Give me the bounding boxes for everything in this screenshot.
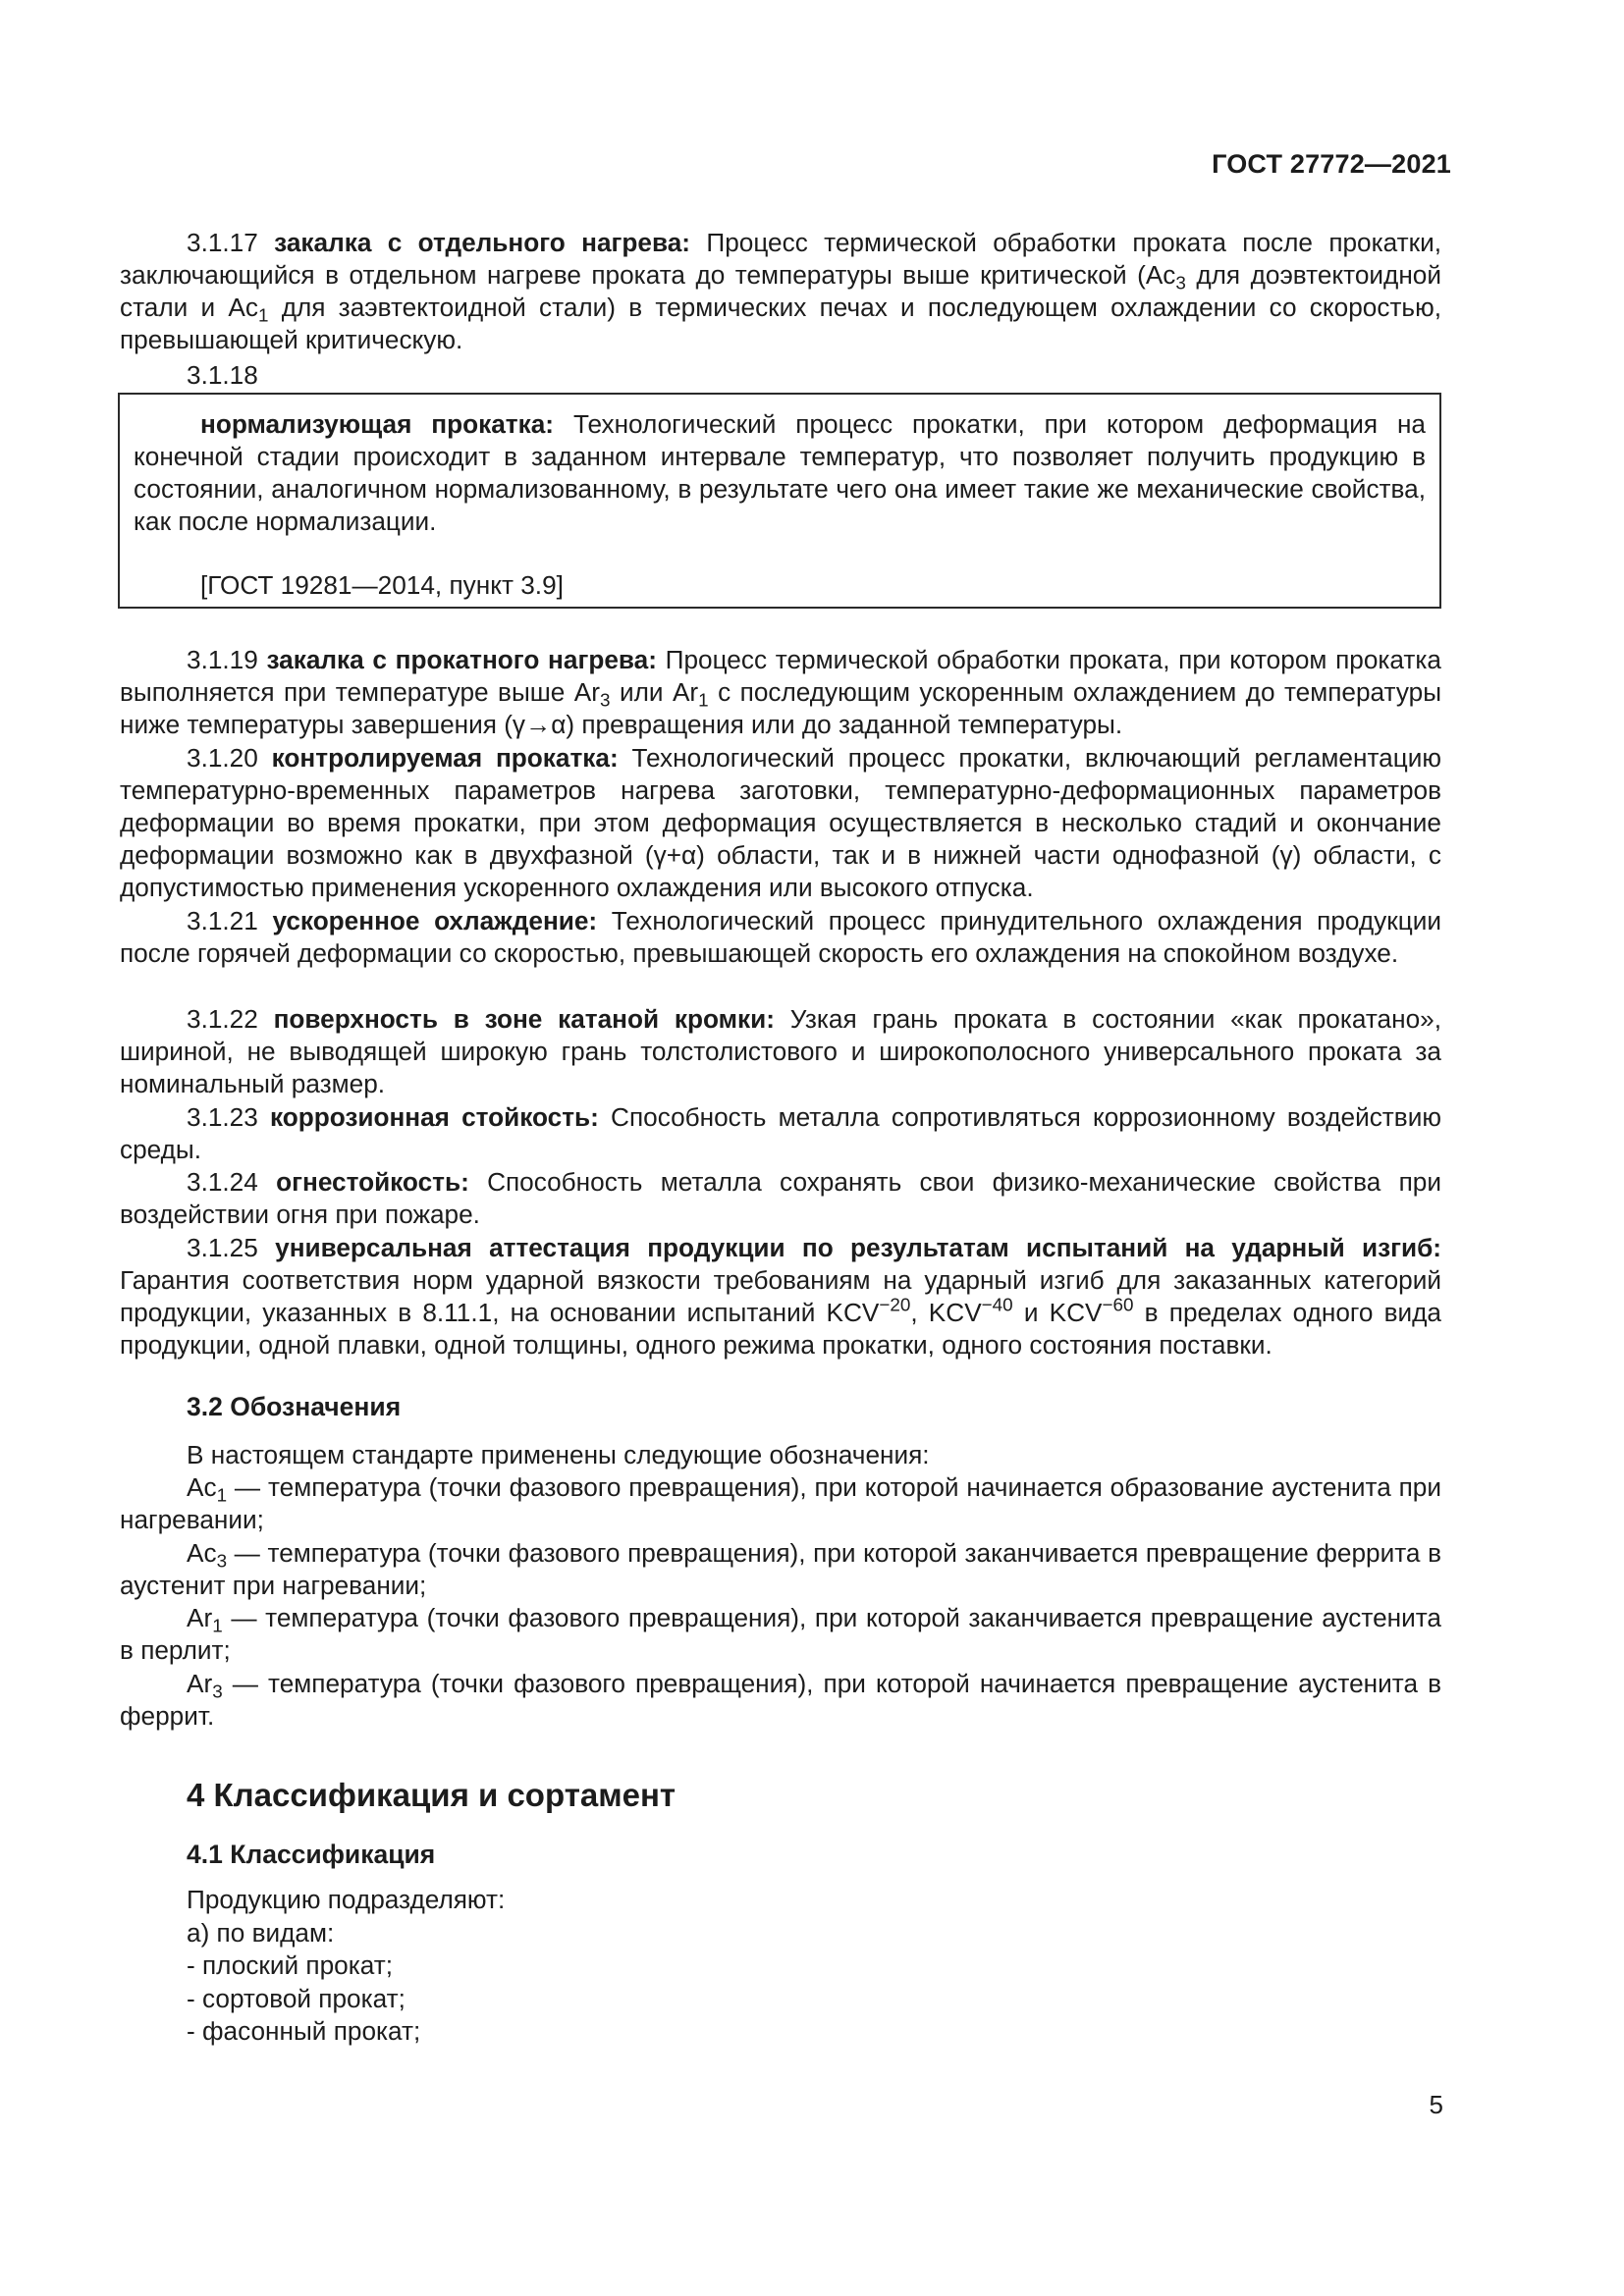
list-item: - сортовой прокат; bbox=[187, 1983, 406, 2013]
term-name: ускоренное охлаждение: bbox=[272, 906, 598, 935]
designation-ar1: $Ar_1$ — температура (точки фазового превращения), при которой заканчивается превращение аустенита в перлит; bbox=[120, 1603, 1441, 1665]
term-name: поверхность в зоне катаной кромки: bbox=[273, 1004, 775, 1034]
term-name: универсальная аттестация продукции по результатам испытаний на ударный изгиб: bbox=[275, 1233, 1441, 1262]
designations-intro: В настоящем стандарте применены следующие обозначения: bbox=[187, 1440, 930, 1469]
term-3-1-18: нормализующая прокатка: Технологический процесс прокатки, при котором деформация на конечной стадии происходит в заданном интервале температур, что позволяет получить продукцию в состоянии, аналогичном нормализованному, в результате чего она имеет такие же механические свойства, как после нормализации. bbox=[134, 409, 1426, 536]
list-item: - фасонный прокат; bbox=[187, 2016, 421, 2046]
term-name: закалка с отдельного нагрева: bbox=[274, 228, 691, 257]
designation-ar3: $Ar_3$ — температура (точки фазового превращения), при которой начинается превращение аустенита в феррит. bbox=[120, 1669, 1441, 1731]
list-item: Продукцию подразделяют: bbox=[187, 1885, 506, 1914]
list-item: - плоский прокат; bbox=[187, 1950, 393, 1980]
term-number: 3.1.17 bbox=[187, 228, 275, 257]
quoted-definition-box bbox=[118, 393, 1441, 609]
designation-ac3: $Ac_3$ — температура (точки фазового превращения), при которой заканчивается превращение феррита в аустенит при нагревании; bbox=[120, 1538, 1441, 1600]
term-3-1-22: 3.1.22 поверхность в зоне катаной кромки: Узкая грань проката в состоянии «как прокатано», шириной, не выводящей широкую грань толстолистового и широкополосного универсального проката за номинальный размер. bbox=[120, 1004, 1441, 1098]
term-name: закалка с прокатного нагрева: bbox=[266, 645, 657, 674]
section-heading-4-1: 4.1 Классификация bbox=[187, 1840, 436, 1869]
section-heading-3-2: 3.2 Обозначения bbox=[187, 1392, 402, 1421]
term-3-1-19: 3.1.19 закалка с прокатного нагрева: Процесс термической обработки проката, при котором прокатка выполняется при температуре выше $Ar_3$ или $Ar_1$ с последующим ускоренным охлаждением до температуры ниже температуры завершения (γ→α) превращения или до заданной температуры. bbox=[120, 645, 1442, 739]
section-heading-4: 4 Классификация и сортамент bbox=[187, 1777, 677, 1813]
definition-source: [ГОСТ 19281—2014, пункт 3.9] bbox=[200, 570, 564, 600]
term-3-1-23: 3.1.23 коррозионная стойкость: Способность металла сопротивляться коррозионному воздействию среды. bbox=[120, 1102, 1441, 1164]
term-3-1-18-number: 3.1.18 bbox=[187, 360, 258, 390]
term-name: нормализующая прокатка: bbox=[200, 409, 554, 439]
term-3-1-21: 3.1.21 ускоренное охлаждение: Технологический процесс принудительного охлаждения продукции после горячей деформации со скоростью, превышающей скорость его охлаждения на спокойном воздухе. bbox=[120, 906, 1441, 968]
list-item: а) по видам: bbox=[187, 1917, 335, 1948]
classification-list bbox=[187, 1884, 505, 2049]
term-name: коррозионная стойкость: bbox=[269, 1102, 599, 1132]
term-3-1-25: 3.1.25 универсальная аттестация продукции по результатам испытаний на ударный изгиб: Гарантия соответствия норм ударной вязкости требованиям на ударный изгиб для заказанных категорий продукции, указанных в 8.11.1, на основании испытаний $KCV^{-20}$, $KCV^{-40}$ и $KCV^{-60}$ в пределах одного вида продукции, одной плавки, одной толщины, одного режима прокатки, одного состояния поставки. bbox=[120, 1233, 1441, 1360]
term-3-1-24: 3.1.24 огнестойкость: Способность металла сохранять свои физико-механические свойства при воздействии огня при пожаре. bbox=[120, 1167, 1441, 1229]
term-3-1-20: 3.1.20 контролируемая прокатка: Технологический процесс прокатки, включающий регламентацию температурно-временных параметров нагрева заготовки, температурно-деформационных параметров деформации во время прокатки, при этом деформация осуществляется в несколько стадий и окончание деформации возможно как в двухфазной (γ+α) области, так и в нижней части однофазной (γ) области, с допустимостью применения ускоренного охлаждения или высокого отпуска. bbox=[120, 743, 1441, 902]
term-3-1-17: 3.1.17 закалка с отдельного нагрева: Процесс термической обработки проката после прокатки, заключающийся в отдельном нагреве проката до температуры выше критической ($Ac_3$ для доэвтектоидной стали и $Ac_1$ для заэвтектоидной стали) в термических печах и последующем охлаждении со скоростью, превышающей критическую. bbox=[120, 228, 1441, 354]
term-name: контролируемая прокатка: bbox=[271, 743, 619, 773]
term-name: огнестойкость: bbox=[276, 1167, 469, 1197]
page-number: 5 bbox=[1429, 2090, 1443, 2119]
document-code-header: ГОСТ 27772—2021 bbox=[1212, 149, 1451, 179]
designation-ac1: $Ac_1$ — температура (точки фазового превращения), при которой начинается образование аустенита при нагревании; bbox=[120, 1472, 1441, 1534]
